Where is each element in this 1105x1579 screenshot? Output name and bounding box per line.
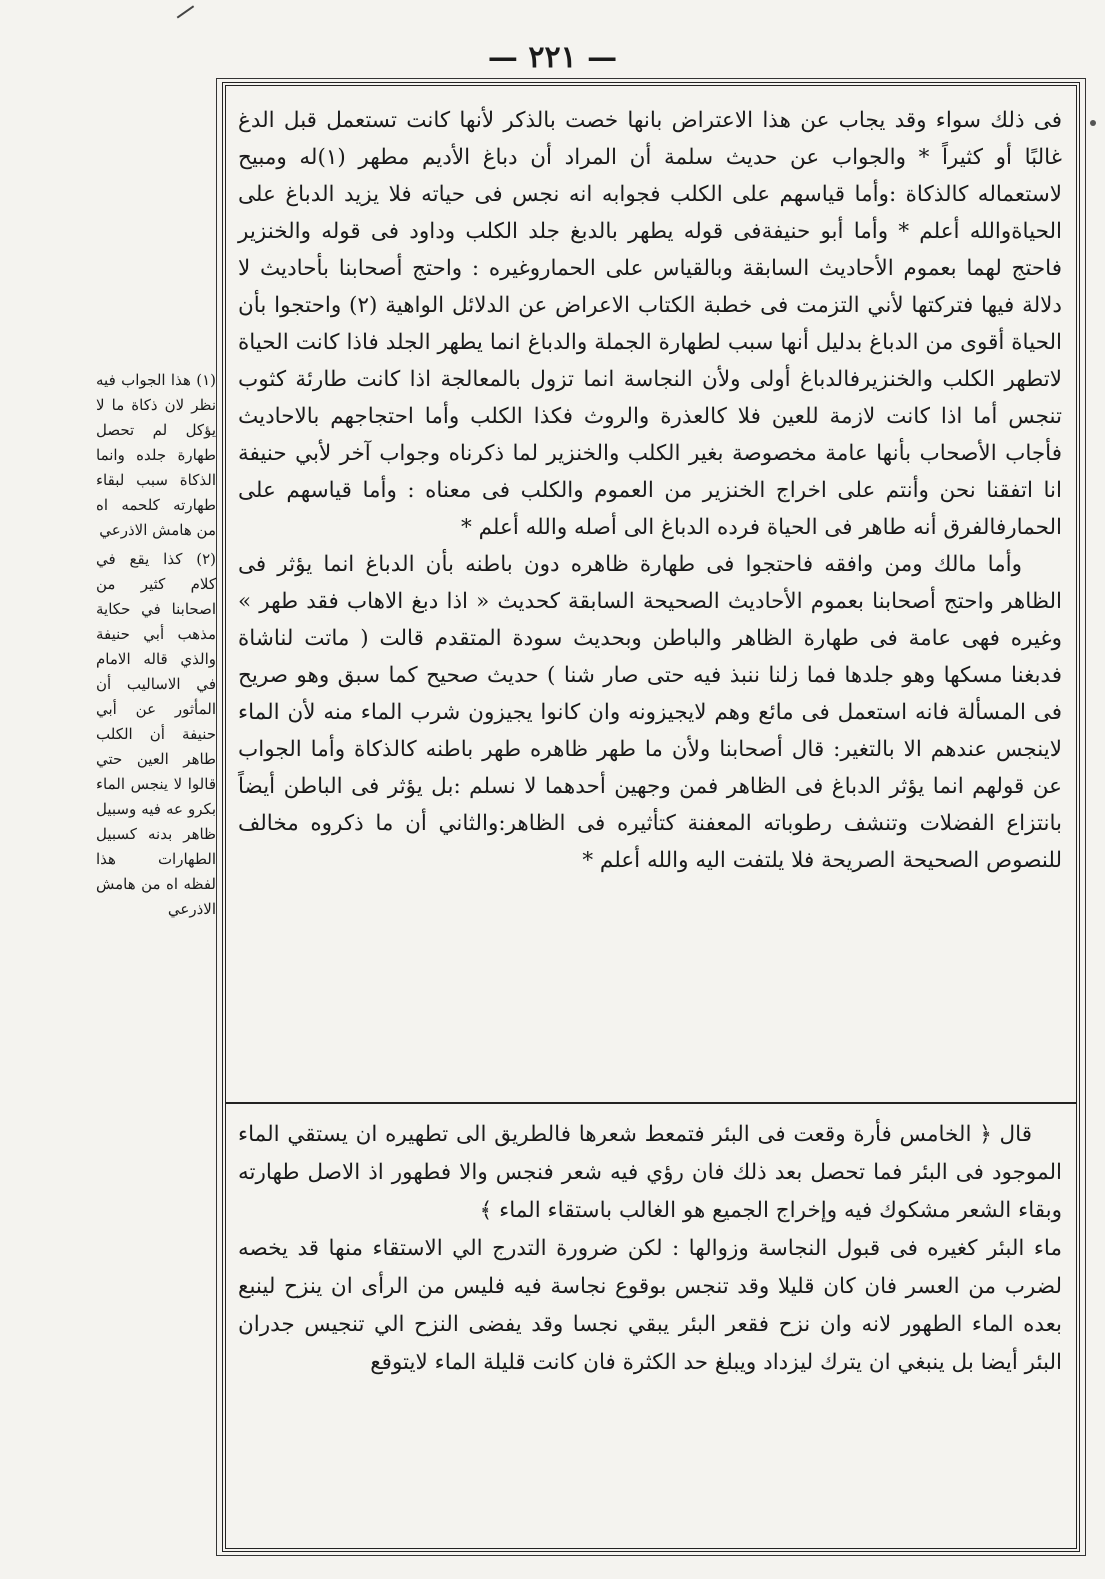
text-section-block <box>238 1116 1062 1546</box>
margin-notes <box>96 368 216 926</box>
commentary-paragraph-2: وأما مالك ومن وافقه فاحتجوا فى طهارة ظاهره دون باطنه بأن الدباغ انما يؤثر فى الظاهر واحتج أصحابنا بعموم الأحاديث الصحيحة السابقة كحديث « اذا دبغ الاهاب فقد طهر » وغيره فهى عامة فى طهارة الظاهر والباطن وبحديث سودة المتقدم قالت ( ماتت لناشاة فدبغنا مسكها وهو جلدها فما زلنا ننبذ فيه حتى صار شنا ) حديث صحيح كما سبق وهو صريح فى المسألة فانه استعمل فى مائع وهم لايجيزونه وان كانوا يجيزون شرب الماء منه لأن الماء لاينجس عندهم الا بالتغير: قال أصحابنا ولأن ما طهر ظاهره طهر باطنه كالذكاة وأما الجواب عن قولهم انما يؤثر الدباغ فى الظاهر فمن وجهين أحدهما لا نسلم :بل يؤثر فى الباطن أيضاً بانتزاع الفضلات وتنشف رطوباته المعفنة كتأثيره فى الظاهر:والثاني أن ما ذكروه مخالف للنصوص الصحيحة الصريحة فلا يلتفت اليه والله أعلم * <box>238 552 1062 873</box>
text-section-paragraph-1: قال ﴿ الخامس فأرة وقعت فى البئر فتمعط شعرها فالطريق الى تطهيره ان يستقي الماء الموجود فى البئر فما تحصل بعد ذلك فان رؤي فيه شعر فنجس والا فطهور اذ الاصل طهارته وبقاء الشعر مشكوك فيه وإخراج الجميع هو الغالب باستقاء الماء ﴾ <box>238 1122 1062 1223</box>
page-number: — ٢٢١ — <box>487 40 618 75</box>
main-text-frame <box>222 82 1080 1552</box>
margin-note-1: (١) هذا الجواب فيه نظر لان ذكاة ما لا يؤكل لم تحصل طهارة جلده وانما الذكاة سبب لبقاء طهارته كلحمه اه من هامش الاذرعي <box>96 371 216 539</box>
ink-smudge <box>1090 120 1096 126</box>
corner-mark <box>170 0 194 18</box>
section-divider <box>226 1102 1076 1104</box>
margin-note-2: (٢) كذا يقع في كلام كثير من اصحابنا في حكاية مذهب أبي حنيفة والذي قاله الامام في الاساليب أن المأثور عن أبي حنيفة أن الكلب طاهر العين حتي قالوا لا ينجس الماء بكرو عه فيه وسبيل ظاهر بدنه كسبيل الطهارات هذا لفظه اه من هامش الاذرعي <box>96 550 216 918</box>
commentary-paragraph-1: فى ذلك سواء وقد يجاب عن هذا الاعتراض بانها خصت بالذكر لأنها كانت تستعمل قبل الدغ غالبًا أو كثيراً * والجواب عن حديث سلمة أن المراد أن دباغ الأديم مطهر (١)له ومبيح لاستعماله كالذكاة :وأما قياسهم على الكلب فجوابه انه نجس فى حياته فلا يزيد الدباغ على الحياةوالله أعلم * وأما أبو حنيفةفى قوله يطهر بالدبغ جلد الكلب وداود فى قوله والخنزير فاحتج لهما بعموم الأحاديث السابقة وبالقياس على الحماروغيره : واحتج أصحابنا بأحاديث لا دلالة فيها فتركتها لأني التزمت فى خطبة الكتاب الاعراض عن الدلائل الواهية (٢) واحتجوا بأن الحياة أقوى من الدباغ بدليل أنها سبب لطهارة الجملة والدباغ انما يطهر الجلد فاذا كانت الحياة لاتطهر الكلب والخنزيرفالدباغ أولى ولأن النجاسة انما تزول بالمعالجة اذا كانت طارئة كثوب تنجس أما اذا كانت لازمة للعين فلا كالعذرة والروث فكذا الكلب وأما احتجاجهم بالاحاديث فأجاب الأصحاب بأنها عامة مخصوصة بغير الكلب والخنزير لما ذكرناه وجواب آخر لأبي حنيفة انا اتفقنا نحن وأنتم على اخراج الخنزير من العموم والكلب فى معناه : وأما قياسهم على الحمارفالفرق أنه طاهر فى الحياة فرده الدباغ الى أصله والله أعلم * <box>238 108 1062 540</box>
commentary-block <box>238 102 1062 1092</box>
text-section-paragraph-2: ماء البئر كغيره فى قبول النجاسة وزوالها : لكن ضرورة التدرج الي الاستقاء منها قد يخصه لضرب من العسر فان كان قليلا وقد تنجس بوقوع نجاسة فيه فليس من الرأى ان ينزح لينبع بعده الماء الطهور لانه وان نزح فقعر البئر يبقي نجسا وقد يفضى النزح الي تنجيس جدران البئر أيضا بل ينبغي ان يترك ليزداد ويبلغ حد الكثرة فان كانت قليلة الماء لايتوقع <box>238 1236 1062 1375</box>
